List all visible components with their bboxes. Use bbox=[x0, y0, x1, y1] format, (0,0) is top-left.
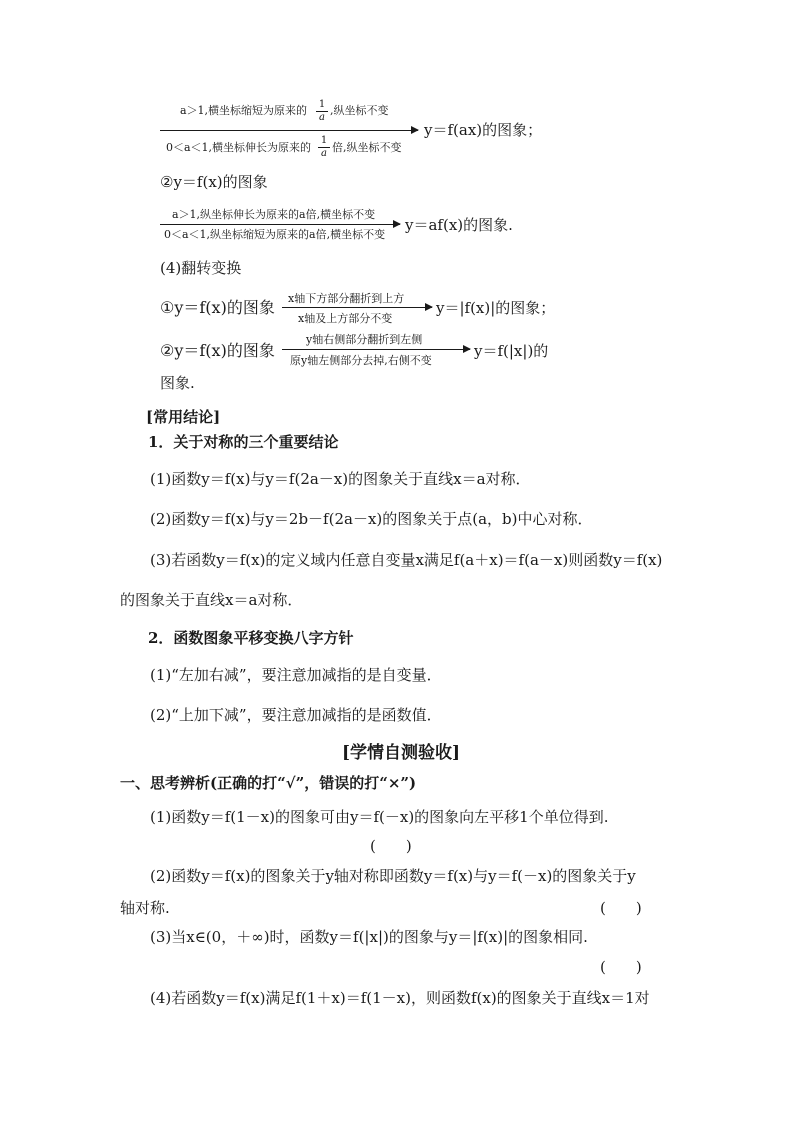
conclusions-s1-line3b: 的图象关于直线x＝a对称． bbox=[120, 591, 303, 609]
selftest-part1: 一、思考辨析(正确的打“√”，错误的打“×”) bbox=[120, 774, 417, 792]
frac1-num: 1 bbox=[316, 99, 328, 112]
flip-item2-cond1: y轴右侧部分翻折到左侧 bbox=[306, 333, 423, 346]
flip-item1-label: ①y＝f(x)的图象 bbox=[160, 298, 275, 317]
frac1-den: a bbox=[319, 112, 325, 123]
selftest-q3-paren: ( ) bbox=[600, 958, 642, 976]
scale-arrow bbox=[160, 130, 418, 131]
scale-result: y＝f(ax)的图象； bbox=[424, 121, 543, 139]
flip-item1-result: y＝|f(x)|的图象； bbox=[436, 299, 556, 317]
item2-label: ②y＝f(x)的图象 bbox=[160, 173, 268, 191]
conclusions-s2-line2: (2)“上加下减”，要注意加减指的是函数值． bbox=[150, 706, 442, 724]
item2-arrow bbox=[160, 224, 400, 225]
selftest-q4: (4)若函数y＝f(x)满足f(1＋x)＝f(1－x)，则函数f(x)的图象关于直线x＝1对 bbox=[150, 989, 650, 1007]
conclusions-header: [常用结论] bbox=[146, 408, 221, 426]
selftest-q2: (2)函数y＝f(x)的图象关于y轴对称即函数y＝f(x)与y＝f(－x)的图象关于y bbox=[150, 867, 636, 885]
scale-cond1-text: a＞1,横坐标缩短为原来的 bbox=[180, 104, 308, 117]
flip-item2-arrow bbox=[282, 349, 470, 350]
item2-result: y＝af(x)的图象. bbox=[405, 216, 513, 234]
scale-cond1-tail: ,纵坐标不变 bbox=[330, 104, 389, 117]
flip-item2-result: y＝f(|x|)的 bbox=[474, 342, 549, 360]
selftest-q2b: 轴对称. bbox=[120, 899, 170, 917]
selftest-header: [学情自测验收] bbox=[342, 743, 461, 763]
selftest-q3: (3)当x∈(0，＋∞)时，函数y＝f(|x|)的图象与y＝|f(x)|的图象相同. bbox=[150, 928, 588, 946]
scale-frac2 bbox=[318, 135, 330, 160]
conclusions-s1-line3: (3)若函数y＝f(x)的定义域内任意自变量x满足f(a＋x)＝f(a－x)则函数y＝f(x) bbox=[150, 551, 663, 569]
flip-item1-arrow bbox=[282, 307, 432, 308]
scale-cond2-tail: 倍,纵坐标不变 bbox=[332, 141, 402, 154]
flip-item1-cond2: x轴及上方部分不变 bbox=[298, 312, 393, 325]
flip-item2-cond2: 原y轴左侧部分去掉,右侧不变 bbox=[290, 354, 432, 367]
item2-cond2: 0＜a＜1,纵坐标缩短为原来的a倍,横坐标不变 bbox=[164, 228, 386, 241]
selftest-q1-paren: ( ) bbox=[370, 837, 412, 855]
frac2-den: a bbox=[321, 148, 327, 159]
conclusions-s1-title: 1．关于对称的三个重要结论 bbox=[148, 433, 339, 451]
conclusions-s2-title: 2．函数图象平移变换八字方针 bbox=[148, 629, 354, 647]
selftest-q1: (1)函数y＝f(1－x)的图象可由y＝f(－x)的图象向左平移1个单位得到. bbox=[150, 808, 609, 826]
flip-title: (4)翻转变换 bbox=[160, 259, 242, 277]
frac2-num: 1 bbox=[318, 135, 330, 148]
item2-cond1: a＞1,纵坐标伸长为原来的a倍,横坐标不变 bbox=[172, 208, 376, 221]
conclusions-s1-line2: (2)函数y＝f(x)与y＝2b－f(2a－x)的图象关于点(a，b)中心对称． bbox=[150, 510, 593, 528]
conclusions-s2-line1: (1)“左加右减”，要注意加减指的是自变量． bbox=[150, 666, 442, 684]
flip-item1-cond1: x轴下方部分翻折到上方 bbox=[288, 292, 405, 305]
conclusions-s1-line1: (1)函数y＝f(x)与y＝f(2a－x)的图象关于直线x＝a对称． bbox=[150, 470, 531, 488]
scale-cond2-text: 0＜a＜1,横坐标伸长为原来的 bbox=[166, 141, 312, 154]
flip-item2-label: ②y＝f(x)的图象 bbox=[160, 341, 275, 360]
scale-frac1 bbox=[316, 99, 328, 124]
flip-item2-result-cont: 图象. bbox=[160, 374, 195, 392]
selftest-q2-paren: ( ) bbox=[600, 899, 642, 917]
